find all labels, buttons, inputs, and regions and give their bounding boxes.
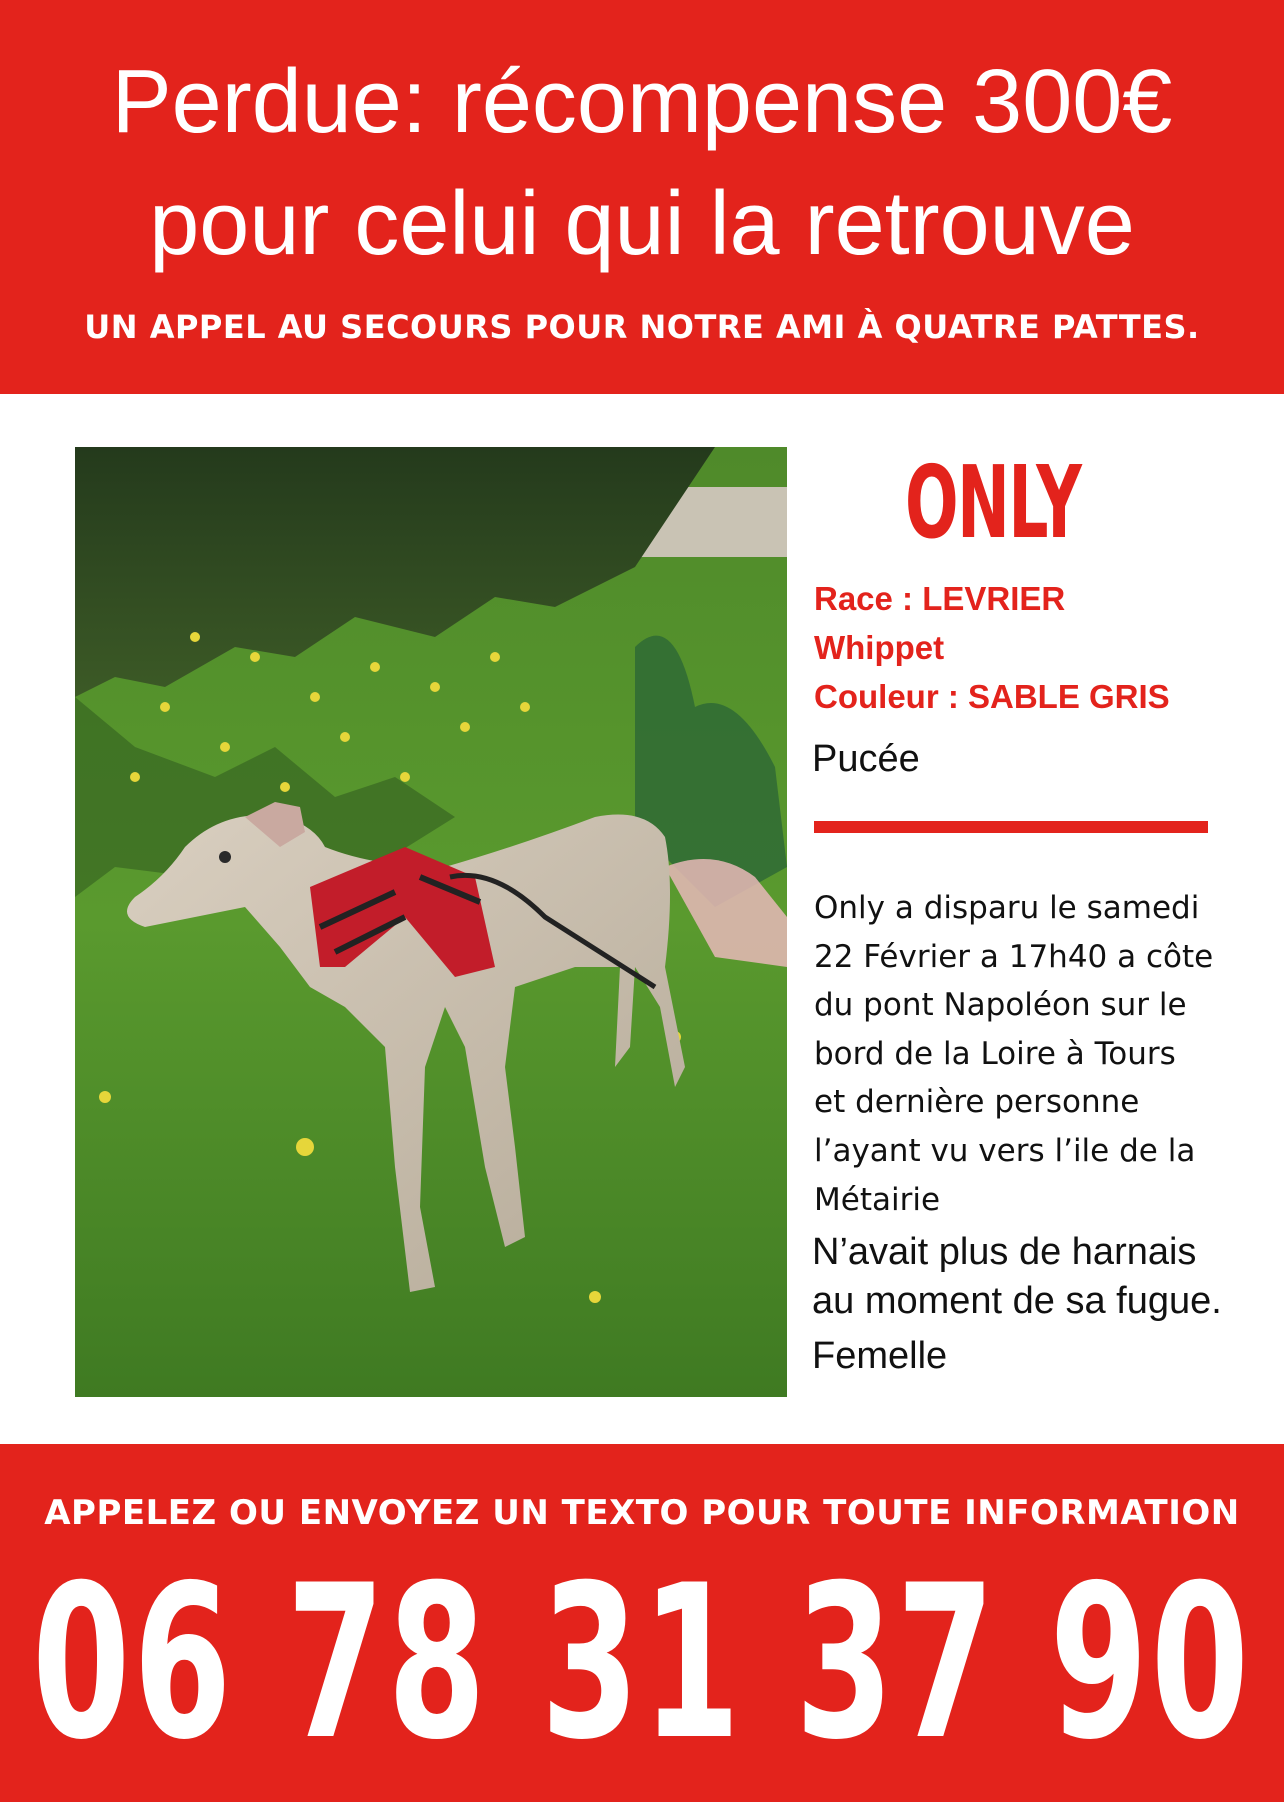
story-line: du pont Napoléon sur le xyxy=(814,987,1187,1024)
harness-line: au moment de sa fugue. xyxy=(812,1280,1222,1322)
dog-name: ONLY xyxy=(905,444,1081,561)
headline-line-2: pour celui qui la retrouve xyxy=(149,174,1135,274)
subheading: UN APPEL AU SECOURS POUR NOTRE AMI À QUATRE PATTES. xyxy=(84,308,1200,346)
story-line: 22 Février a 17h40 a côte xyxy=(814,938,1214,975)
dog-photo xyxy=(75,447,787,1397)
breed-label: Whippet xyxy=(814,629,945,666)
headline-line-1: Perdue: récompense 300€ xyxy=(111,52,1173,152)
story-line: et dernière personne xyxy=(814,1084,1140,1121)
color-label: Couleur : SABLE GRIS xyxy=(814,678,1170,715)
story-line: l’ayant vu vers l’ile de la xyxy=(814,1132,1196,1169)
call-to-action: APPELEZ OU ENVOYEZ UN TEXTO POUR TOUTE INFORMATION xyxy=(44,1493,1240,1533)
harness-note xyxy=(812,1228,1222,1326)
story-line: Métairie xyxy=(814,1181,941,1218)
disappearance-story xyxy=(814,884,1213,1224)
story-line: bord de la Loire à Tours xyxy=(814,1035,1176,1072)
race-label: Race : LEVRIER xyxy=(814,580,1066,617)
harness-line: N’avait plus de harnais xyxy=(812,1231,1197,1273)
sex-label: Femelle xyxy=(812,1335,948,1377)
chip-label: Pucée xyxy=(812,738,920,780)
phone-number[interactable]: 06 78 31 37 90 xyxy=(32,1539,1252,1786)
story-line: Only a disparu le samedi xyxy=(814,890,1200,926)
divider xyxy=(814,821,1208,833)
